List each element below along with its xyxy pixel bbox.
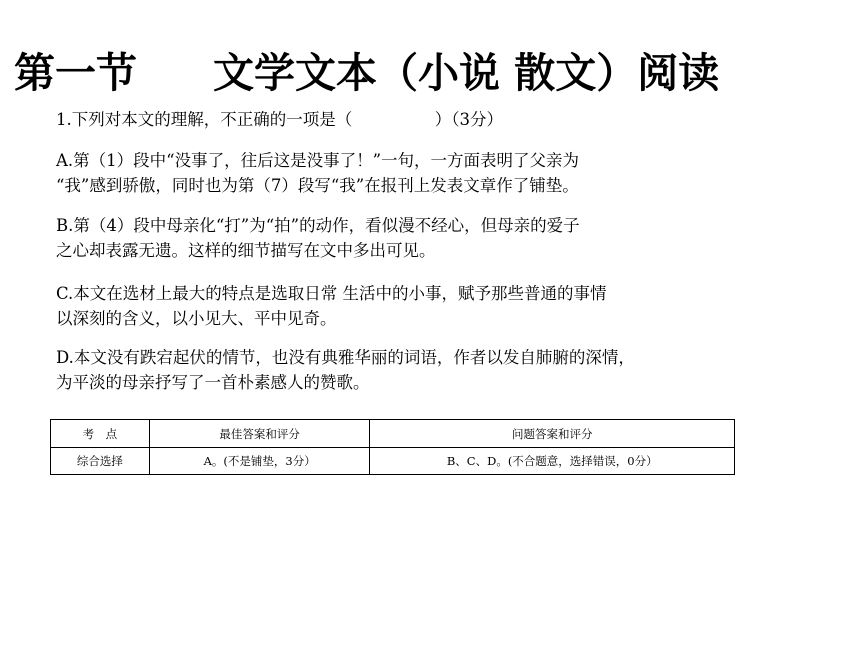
option-c-line2: 以深刻的含义，以小见大、平中见奇。: [56, 309, 337, 328]
page-title: [14, 42, 844, 104]
table-row: [51, 448, 735, 475]
option-b-line2: 之心却表露无遗。这样的细节描写在文中多出可见。: [56, 241, 436, 260]
table-cell: A。(不是铺垫，3分）: [149, 448, 370, 475]
option-a: [56, 148, 816, 198]
option-a-line1: A.第（1）段中“没事了，往后这是没事了！”一句，一方面表明了父亲为: [56, 151, 580, 170]
option-a-line2: “我”感到骄傲，同时也为第（7）段写“我”在报刊上发表文章作了铺垫。: [56, 176, 579, 195]
question-stem: 1.下列对本文的理解，不正确的一项是（ ）（3分）: [56, 110, 503, 129]
table-header-cell: 问题答案和评分: [370, 420, 735, 448]
table-cell: B、C、D。(不合题意，选择错误，0分）: [370, 448, 735, 475]
option-b: [56, 213, 816, 263]
option-d: [56, 345, 816, 395]
title-section: 第一节: [14, 49, 137, 97]
table-cell: 综合选择: [51, 448, 150, 475]
score-table: [50, 419, 735, 475]
option-d-line1: D.本文没有跌宕起伏的情节，也没有典雅华丽的词语，作者以发自肺腑的深情，: [56, 348, 635, 367]
option-c-line1: C.本文在选材上最大的特点是选取日常 生活中的小事，赋予那些普通的事情: [56, 284, 607, 303]
table-header-cell: 考 点: [51, 420, 150, 448]
option-d-line2: 为平淡的母亲抒写了一首朴素感人的赞歌。: [56, 373, 370, 392]
option-b-line1: B.第（4）段中母亲化“打”为“拍”的动作，看似漫不经心，但母亲的爱子: [56, 216, 580, 235]
title-topic: 文学文本（小说 散文）阅读: [213, 49, 720, 97]
table-header-row: [51, 420, 735, 448]
table-header-cell: 最佳答案和评分: [149, 420, 370, 448]
option-c: [56, 281, 816, 331]
